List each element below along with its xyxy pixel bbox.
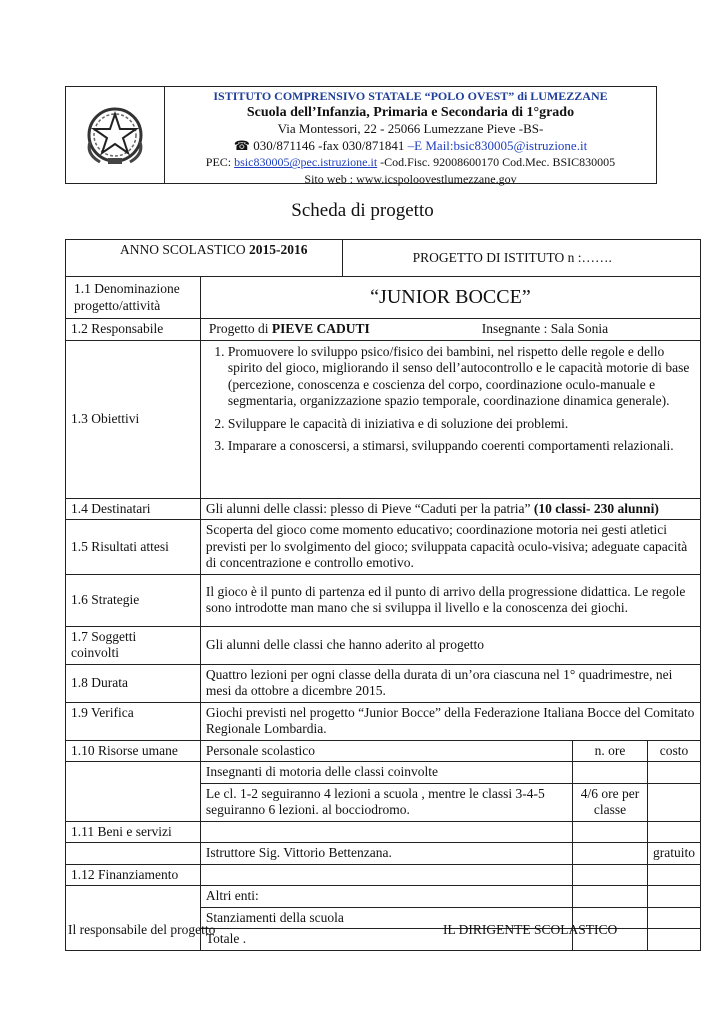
pec-line <box>165 154 656 171</box>
phone-fax: ☎ 030/871146 -fax 030/871841 <box>233 137 408 153</box>
pec-link[interactable]: bsic830005@pec.istruzione.it <box>234 155 378 170</box>
empty-cell <box>573 821 648 843</box>
empty-cell <box>647 929 700 951</box>
school-year-cell <box>66 240 343 277</box>
letterhead-text <box>165 87 656 186</box>
responsabile-prefix: Progetto di <box>208 321 272 336</box>
res-lessons: Le cl. 1-2 seguiranno 4 lezioni a scuola , mentre le classi 3-4-5 seguiranno 6 lezioni. al bocciodromo. <box>200 783 572 821</box>
empty-cell <box>200 864 572 886</box>
fin-other: Altri enti: <box>200 886 572 908</box>
res-head-personale: Personale scolastico <box>200 740 572 762</box>
empty-cell <box>573 762 648 784</box>
empty-cell <box>647 886 700 908</box>
label-obiettivi: 1.3 Obiettivi <box>66 340 201 498</box>
email-link[interactable]: –E Mail:bsic830005@istruzione.it <box>407 137 588 153</box>
project-name: “JUNIOR BOCCE” <box>200 277 700 319</box>
school-year-label: ANNO SCOLASTICO <box>120 242 250 257</box>
label-risultati: 1.5 Risultati attesi <box>66 520 201 575</box>
label-finanziamento: 1.12 Finanziamento <box>66 864 201 886</box>
website[interactable]: Sito web : www.icspoloovestlumezzane.gov <box>304 171 517 186</box>
instructor: Istruttore Sig. Vittorio Bettenzana. <box>200 843 572 865</box>
risultati-value: Scoperta del gioco come momento educativo; coordinazione motoria nei gesti atletici previsti per lo svolgimento del gioco; sviluppata capacità oculo-visiva; adeguate capacità di concentrazione e controllo emotivo. <box>200 520 700 575</box>
strategie-value: Il gioco è il punto di partenza ed il punto di arrivo della progressione didattica. Le regole sono introdotte man mano che si sviluppa il livello e la conoscenza dei giochi. <box>200 574 700 626</box>
objective-item: 1. Promuovere lo sviluppo psico/fisico dei bambini, nel rispetto delle regole e dello spirito del gioco, migliorando il senso dell’autocontrollo e le capacità motorie di base (percezione, conoscenza e coscienza del corpo, coordinazione oculo-manuale e segmentaria, organizzazione spazio temporale, coordinazione dinamica generale). <box>228 344 695 410</box>
label-responsabile: 1.2 Responsabile <box>66 319 201 341</box>
project-form-table <box>65 239 701 951</box>
signature-principal: IL DIRIGENTE SCOLASTICO <box>443 922 618 937</box>
label-denominazione-text: 1.1 Denominazione progetto/attività <box>74 281 180 313</box>
label-beni: 1.11 Beni e servizi <box>66 821 201 843</box>
res-hours: 4/6 ore per classe <box>573 783 648 821</box>
pec-label: PEC: <box>205 155 235 170</box>
destinatari-text: Gli alunni delle classi: plesso di Pieve “Caduti per la patria” <box>205 500 534 516</box>
institute-name: ISTITUTO COMPRENSIVO STATALE “POLO OVEST” di LUMEZZANE <box>213 89 608 103</box>
objectives-cell <box>200 340 700 498</box>
fin-school: Stanziamenti della scuola <box>200 907 572 929</box>
verifica-value: Giochi previsti nel progetto “Junior Bocce” della Federazione Italiana Bocce del Comitato Regionale Lombardia. <box>200 702 700 740</box>
objectives-list <box>206 344 695 455</box>
destinatari-count: (10 classi- 230 alunni) <box>533 500 659 516</box>
school-year-value: 2015-2016 <box>249 242 308 257</box>
page-title: Scheda di progetto <box>291 200 434 221</box>
empty-cell <box>573 864 648 886</box>
instructor-cost: gratuito <box>647 843 700 865</box>
responsabile-value <box>200 319 700 341</box>
address: Via Montessori, 22 - 25066 Lumezzane Pieve -BS- <box>277 121 544 137</box>
label-soggetti-text: 1.7 Soggetti coinvolti <box>71 628 137 660</box>
responsabile-project: PIEVE CADUTI <box>271 321 370 336</box>
empty-cell <box>647 864 700 886</box>
empty-cell <box>573 843 648 865</box>
label-soggetti <box>66 626 201 664</box>
objective-item: 2. Sviluppare le capacità di iniziativa e di soluzione dei problemi. <box>228 416 695 433</box>
responsabile-teacher: Insegnante : Sala Sonia <box>481 321 609 336</box>
res-head-ore: n. ore <box>573 740 648 762</box>
empty-cell <box>647 762 700 784</box>
label-risorse: 1.10 Risorse umane <box>66 740 201 762</box>
label-denominazione <box>66 277 201 319</box>
empty-cell <box>66 843 201 865</box>
empty-cell <box>66 783 201 821</box>
res-head-costo: costo <box>647 740 700 762</box>
destinatari-value <box>200 498 700 520</box>
empty-cell <box>573 886 648 908</box>
fin-total: Totale . <box>200 929 572 951</box>
label-strategie: 1.6 Strategie <box>66 574 201 626</box>
label-destinatari: 1.4 Destinatari <box>66 498 201 520</box>
fiscal-codes: -Cod.Fisc. 92008600170 Cod.Mec. BSIC830005 <box>377 155 616 170</box>
empty-cell <box>66 762 201 784</box>
durata-value: Quattro lezioni per ogni classe della durata di un’ora ciascuna nel 1° quadrimestre, nei mesi da ottobre a dicembre 2015. <box>200 664 700 702</box>
empty-cell <box>66 886 201 908</box>
school-name: Scuola dell’Infanzia, Primaria e Secondaria di 1°grado <box>246 104 575 120</box>
soggetti-value: Gli alunni delle classi che hanno aderito al progetto <box>200 626 700 664</box>
contacts-line <box>165 138 656 155</box>
signature-responsible: Il responsabile del progetto <box>68 922 216 937</box>
emblem-logo <box>66 87 165 183</box>
project-number: PROGETTO DI ISTITUTO n :……. <box>342 240 700 277</box>
italian-republic-emblem-icon <box>82 102 148 168</box>
empty-cell <box>647 907 700 929</box>
res-teachers: Insegnanti di motoria delle classi coinvolte <box>200 762 572 784</box>
empty-cell <box>647 783 700 821</box>
letterhead <box>65 86 657 184</box>
empty-cell <box>200 821 572 843</box>
objective-item: 3. Imparare a conoscersi, a stimarsi, sviluppando coerenti comportamenti relazionali. <box>228 438 695 455</box>
label-durata: 1.8 Durata <box>66 664 201 702</box>
label-verifica: 1.9 Verifica <box>66 702 201 740</box>
empty-cell <box>647 821 700 843</box>
